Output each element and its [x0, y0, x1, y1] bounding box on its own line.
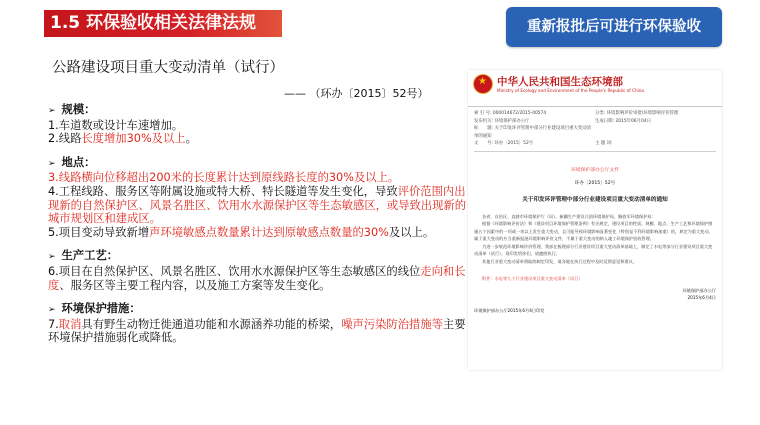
list-item	[48, 119, 468, 133]
bullet-arrow-icon: ➢	[48, 106, 56, 116]
highlighted-text: 取消	[58, 317, 82, 331]
section-heading	[48, 302, 468, 318]
document-number: 环办〔2015〕52号	[574, 180, 616, 186]
section-heading-text: 规模：	[61, 103, 96, 116]
signature-block	[468, 287, 722, 302]
section	[48, 103, 468, 146]
slide-title: 1.5 环保验收相关法律法规	[44, 10, 282, 37]
metadata-row	[474, 125, 716, 140]
metadata-row	[474, 118, 716, 126]
list-item	[48, 171, 468, 185]
metadata-field: 文 号: 环办〔2015〕52号	[474, 141, 534, 147]
document-body	[468, 213, 722, 266]
highlighted-text: 长度增加30%及以上	[81, 132, 186, 146]
body-paragraph: 其他行业重大变动清单将陆续制定印发，请各地在执行过程中及时反馈意见和建议。	[482, 258, 637, 264]
ministry-name-en: Ministry of Ecology and Environment of the People's Republic of China	[497, 88, 644, 93]
section	[48, 249, 468, 292]
item-text: 7.	[48, 317, 59, 331]
body-paragraph: 为进一步规范环境影响评价管理，我部在梳理部分行业建设项目重大变动清单基础上，制定了水电等部分行业建设项目重大变动清单（试行），现印发给你们，请遵照执行。	[474, 243, 713, 257]
metadata-field	[595, 125, 716, 140]
document-reference: —— （环办〔2015〕52号）	[284, 87, 429, 100]
section-heading	[48, 156, 468, 172]
metadata-field: 生成日期: 2015年06月04日	[595, 118, 651, 124]
item-text: 及以上。	[388, 225, 435, 239]
list-heading: 公路建设项目重大变动清单（试行）	[52, 60, 284, 76]
issuing-office: 环境保护部办公厅文件	[571, 167, 619, 173]
section-heading-text: 生产工艺：	[61, 249, 119, 263]
section	[48, 302, 468, 345]
change-list	[48, 103, 468, 345]
item-text: 2.线路	[48, 132, 82, 146]
section-heading	[48, 249, 468, 265]
metadata-field: 分类: 环境影响评价审批\环境影响评价管理	[595, 111, 679, 116]
section-heading-text: 环境保护措施：	[61, 302, 141, 316]
divider	[474, 151, 716, 152]
highlighted-text: 声环境敏感点数量累计达到原敏感点数量的30%	[149, 225, 389, 239]
metadata-field: 主 题 词:	[595, 141, 613, 147]
section	[48, 156, 468, 240]
section-heading-text: 地点：	[61, 155, 96, 169]
body-paragraph: 根据《环境影响评价法》和《建设项目环境保护管理条例》有关规定，建设项目的性质、规模、地点、生产工艺和环境保护措施五个因素中的一项或一项以上发生重大变动，且可能导致环境影响显著变化（特别是不利环境影响加重）的，界定为重大变动。属于重大变动的应当重新报批环境影响评价文件，不属于重大变动的纳入竣工环境保护验收管理。	[474, 221, 713, 242]
item-text: 、服务区等主要工程内容，以及施工方案等发生变化。	[59, 278, 331, 292]
item-text: 4.工程线路、服务区等附属设施或特大桥、特长隧道等发生变化，导致	[48, 184, 398, 198]
document-header	[468, 70, 722, 107]
metadata-field: 发布机关: 环境保护部办公厅	[474, 118, 530, 124]
item-text: 。	[185, 132, 197, 146]
highlighted-text: 噪声污染防治措施等	[341, 317, 443, 331]
highlighted-text: 走向和长度	[48, 264, 466, 292]
metadata-row	[474, 140, 716, 148]
document-metadata	[468, 107, 722, 148]
document-screenshot	[468, 70, 722, 370]
revalidation-badge: 重新报批后可进行环保验收	[506, 7, 722, 47]
list-item	[48, 318, 468, 345]
highlighted-text: 评价范围内出现新的自然保护区、风景名胜区、饮用水水源保护区等生态敏感区，或导致出现新的城市规划区和建成区。	[48, 184, 466, 226]
list-item	[48, 265, 468, 292]
section-heading	[48, 103, 468, 119]
item-text: 5.项目变动导致新增	[48, 225, 150, 239]
bullet-arrow-icon: ➢	[48, 158, 56, 169]
item-text: 1.车道数或设计车速增加。	[48, 118, 184, 132]
metadata-row	[474, 110, 716, 118]
document-title: 关于印发环评管理中部分行业建设项目重大变动清单的通知	[522, 196, 668, 203]
metadata-field: 索 引 号: 000014672/2015-00574	[474, 111, 547, 116]
national-emblem-icon	[473, 74, 493, 94]
bullet-arrow-icon: ➢	[48, 305, 56, 316]
list-item	[48, 185, 468, 226]
item-text: 主要环境保护措施弱化或降低。	[48, 317, 466, 345]
list-item	[48, 132, 468, 146]
item-text: 具有野生动物迁徙通道功能和水源涵养功能的桥梁，	[81, 317, 342, 331]
bullet-arrow-icon: ➢	[48, 252, 56, 263]
metadata-field: 标 题: 关于印发环评管理中部分行业建设项目重大变动清单的通知	[474, 126, 592, 139]
body-paragraph: 各省、自治区、直辖市环境保护厅（局），新疆生产建设兵团环境保护局，解放军环境保护局：	[482, 213, 656, 219]
signature-org: 环境保护部办公厅	[682, 287, 716, 293]
attachment-link[interactable]: 附件：水电等九个行业建设项目重大变动清单（试行）	[482, 276, 583, 282]
item-text: 6.项目在自然保护区、风景名胜区、饮用水水源保护区等生态敏感区的线位	[48, 264, 421, 278]
list-item	[48, 226, 468, 240]
document-footer: 环境保护部办公厅2015年6月4日印发	[474, 307, 545, 313]
highlighted-text: 3.线路横向位移超出200米的长度累计达到原线路长度的30%及以上。	[48, 171, 400, 185]
ministry-name: 中华人民共和国生态环境部	[497, 76, 623, 88]
signature-date: 2015年6月4日	[687, 295, 716, 301]
